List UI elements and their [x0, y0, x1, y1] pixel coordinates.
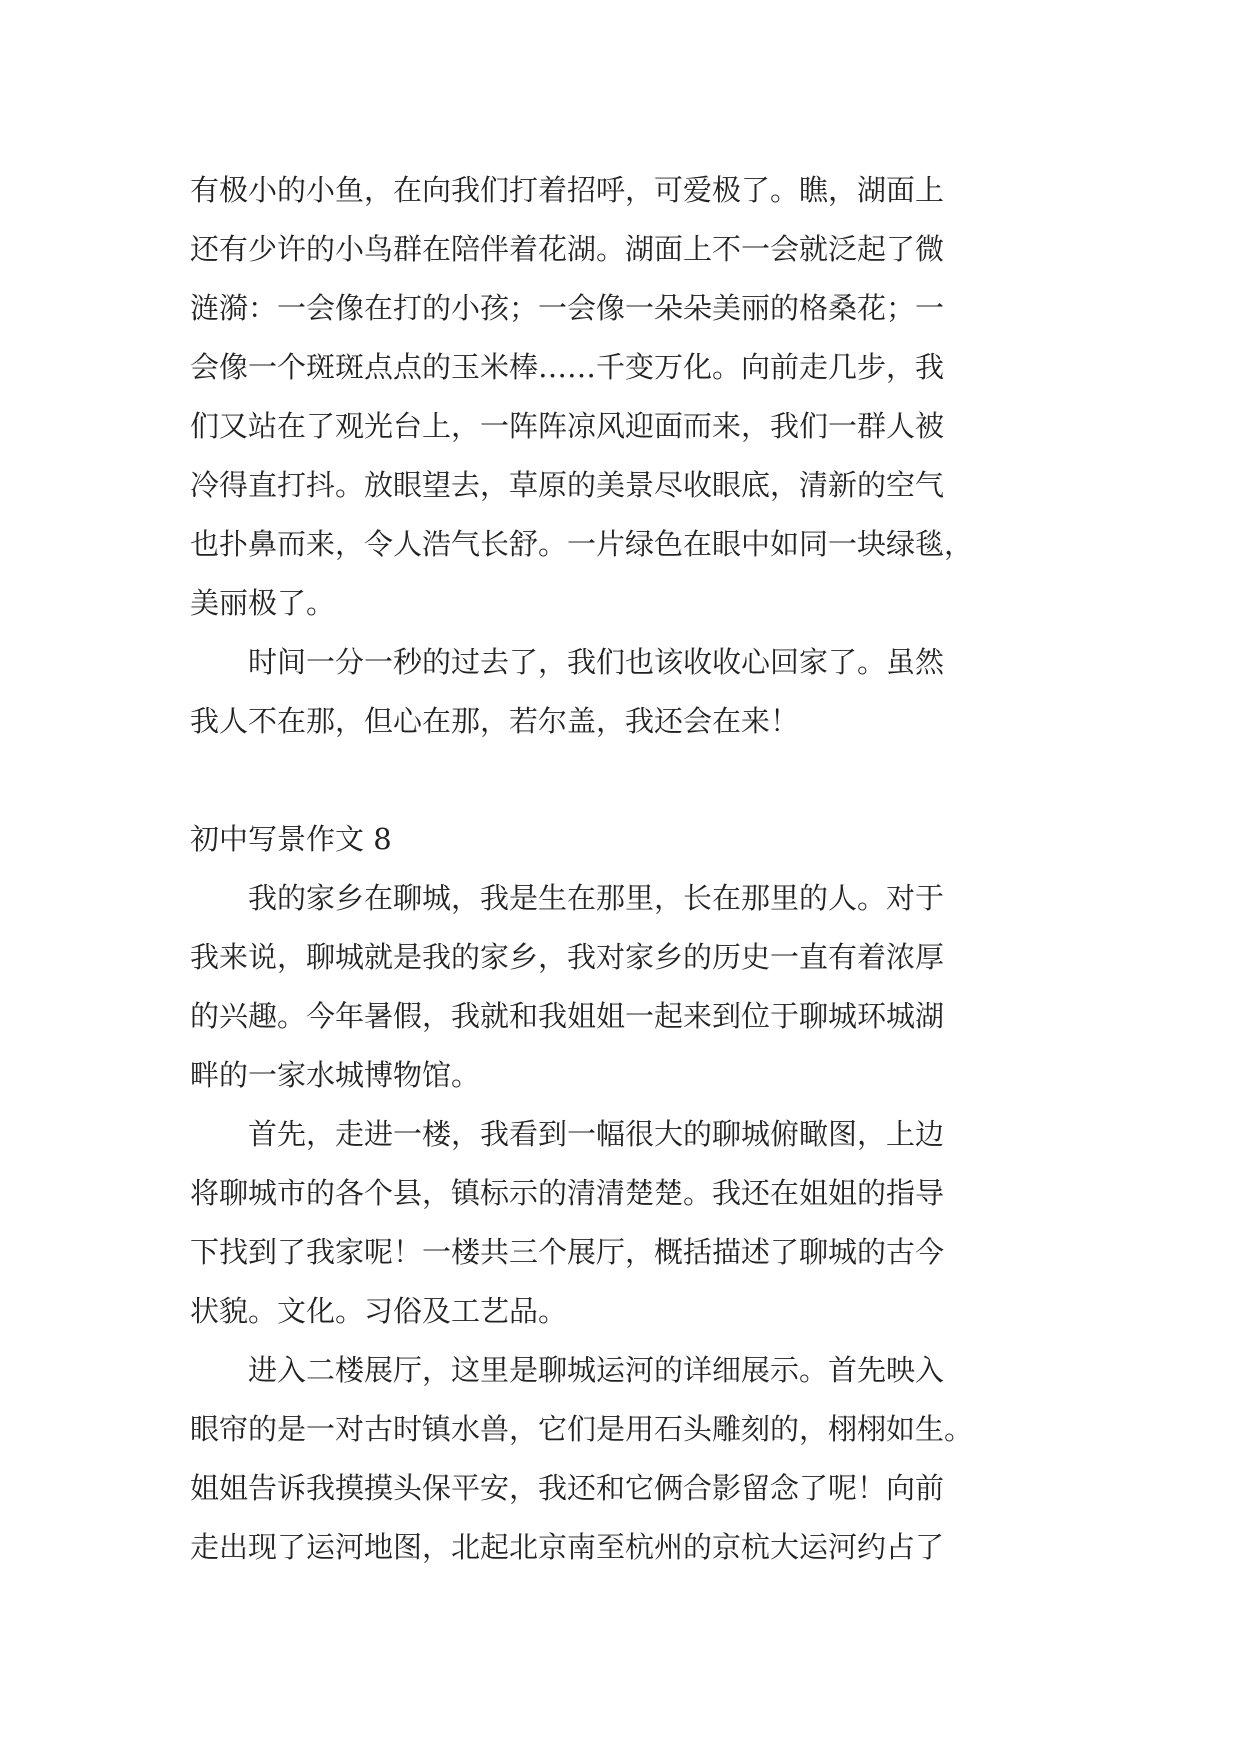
paragraph-line: 美丽极了。 — [190, 586, 336, 620]
paragraph-line: 有极小的小鱼，在向我们打着招呼，可爱极了。瞧，湖面上 — [190, 173, 945, 207]
paragraph-line: 们又站在了观光台上，一阵阵凉风迎面而来，我们一群人被 — [190, 409, 945, 443]
paragraph-line: 也扑鼻而来，令人浩气长舒。一片绿色在眼中如同一块绿毯， — [190, 527, 974, 561]
section-gap — [190, 751, 1060, 810]
paragraph-line: 姐姐告诉我摸摸头保平安，我还和它俩合影留念了呢！向前 — [190, 1471, 945, 1505]
paragraph-line: 状貌。文化。习俗及工艺品。 — [190, 1294, 568, 1328]
paragraph-line: 首先，走进一楼，我看到一幅很大的聊城俯瞰图，上边 — [190, 1117, 945, 1151]
paragraph-line: 畔的一家水城博物馆。 — [190, 1058, 481, 1092]
paragraph-line: 会像一个斑斑点点的玉米棒……千变万化。向前走几步，我 — [190, 350, 945, 384]
paragraph-line: 眼帘的是一对古时镇水兽，它们是用石头雕刻的，栩栩如生。 — [190, 1412, 974, 1446]
paragraph-line: 进入二楼展厅，这里是聊城运河的详细展示。首先映入 — [190, 1353, 945, 1387]
section-heading: 初中写景作文 8 — [190, 822, 392, 856]
paragraph-line: 我来说，聊城就是我的家乡，我对家乡的历史一直有着浓厚 — [190, 940, 945, 974]
paragraph-line: 时间一分一秒的过去了，我们也该收收心回家了。虽然 — [190, 645, 945, 679]
paragraph-line: 将聊城市的各个县，镇标示的清清楚楚。我还在姐姐的指导 — [190, 1176, 945, 1210]
paragraph-line: 冷得直打抖。放眼望去，草原的美景尽收眼底，清新的空气 — [190, 468, 945, 502]
document-body — [190, 161, 1060, 1577]
paragraph-line: 我人不在那，但心在那，若尔盖，我还会在来！ — [190, 704, 800, 738]
paragraph-line: 走出现了运河地图，北起北京南至杭州的京杭大运河约占了 — [190, 1530, 945, 1564]
paragraph-line: 我的家乡在聊城，我是生在那里，长在那里的人。对于 — [190, 881, 945, 915]
paragraph-line: 还有少许的小鸟群在陪伴着花湖。湖面上不一会就泛起了微 — [190, 232, 945, 266]
paragraph-line: 的兴趣。今年暑假，我就和我姐姐一起来到位于聊城环城湖 — [190, 999, 945, 1033]
paragraph-line: 下找到了我家呢！一楼共三个展厅，概括描述了聊城的古今 — [190, 1235, 945, 1269]
paragraph-line: 涟漪：一会像在打的小孩；一会像一朵朵美丽的格桑花；一 — [190, 291, 945, 325]
